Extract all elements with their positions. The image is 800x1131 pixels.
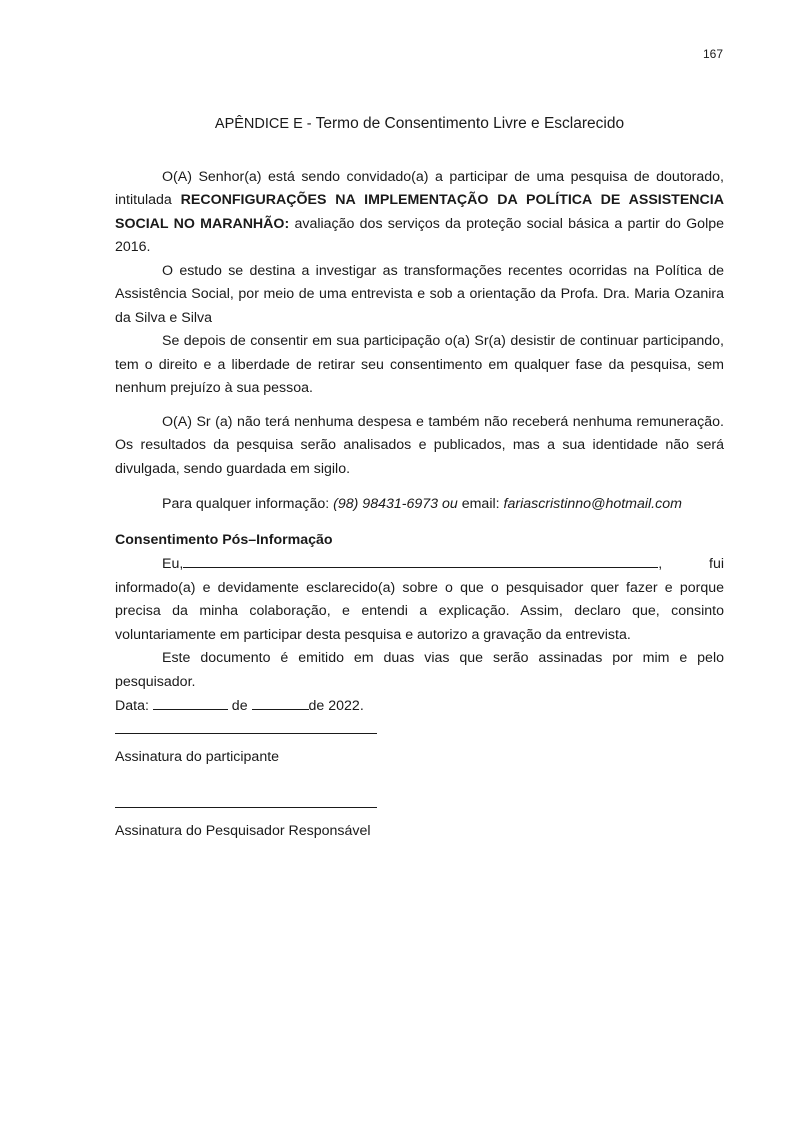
invitation-text-start: O(A) Senhor(a) está sendo convidado(a) a participar de uma pesquisa de doutorado, intitulada [115,168,724,208]
research-title: RECONFIGURAÇÕES NA IMPLEMENTAÇÃO DA POLÍTICA DE ASSISTENCIA SOCIAL NO MARANHÃO: [115,192,724,232]
date-label: Data: [115,698,153,714]
contact-phone: (98) 98431-6973 ou [333,496,458,512]
date-year: de 2022. [308,698,364,714]
contact-line [115,493,724,517]
document-body [115,112,724,844]
paragraph-no-expense: O(A) Sr (a) não terá nenhuma despesa e também não receberá nenhuma remuneração. Os resultados da pesquisa serão analisados e publicados, mas a sua identidade não será divulgada, sendo guardada em sigilo. [115,413,724,477]
paragraph-withdrawal: Se depois de consentir em sua participação o(a) Sr(a) desistir de continuar participando, tem o direito e a liberdade de retirar seu consentimento em qualquer fase da pesquisa, sem nenhum prejuízo à sua pessoa. [115,333,724,396]
document-title [115,112,724,137]
contact-email-label: email: [457,496,504,512]
fui-label: fui [709,556,724,572]
participant-name-line [115,552,724,577]
paragraph-study-purpose: O estudo se destina a investigar as transformações recentes ocorridas na Política de Assistência Social, por meio de uma entrevista e sob a orientação da Profa. Dra. Maria Ozanira da Silva e Silva [115,262,724,326]
eu-label: Eu, [162,556,184,572]
contact-email: fariascristinno@hotmail.com [503,496,682,512]
paragraph-declaration: informado(a) e devidamente esclarecido(a) sobre o que o pesquisador quer fazer e porque precisa da minha colaboração, e entendi a explicação. Assim, declaro que, consinto voluntariamente em participar desta pesquisa e autorizo a gravação da entrevista. [115,579,724,643]
eu-comma: , [658,556,663,572]
date-month-field[interactable] [252,694,309,710]
invitation-text-end: avaliação dos serviços da proteção social básica a partir do Golpe 2016. [115,215,725,255]
participant-name-field[interactable] [183,552,658,568]
title-prefix: APÊNDICE E - [214,116,312,132]
researcher-signature-line[interactable] [115,793,377,808]
date-de-1: de [227,698,252,714]
researcher-signature-label: Assinatura do Pesquisador Responsável [115,823,371,839]
date-day-field[interactable] [153,694,228,710]
paragraph-copies: Este documento é emitido em duas vias que serão assinadas por mim e pelo pesquisador. [115,650,724,690]
title-main: Termo de Consentimento Livre e Esclarecido [315,115,625,132]
contact-label: Para qualquer informação: [162,496,334,512]
consent-heading: Consentimento Pós–Informação [115,531,333,548]
date-line [115,694,724,719]
page-number: 167 [702,47,723,61]
participant-signature-line[interactable] [115,719,377,734]
participant-signature-label: Assinatura do participante [115,748,280,765]
paragraph-invitation [115,166,724,260]
